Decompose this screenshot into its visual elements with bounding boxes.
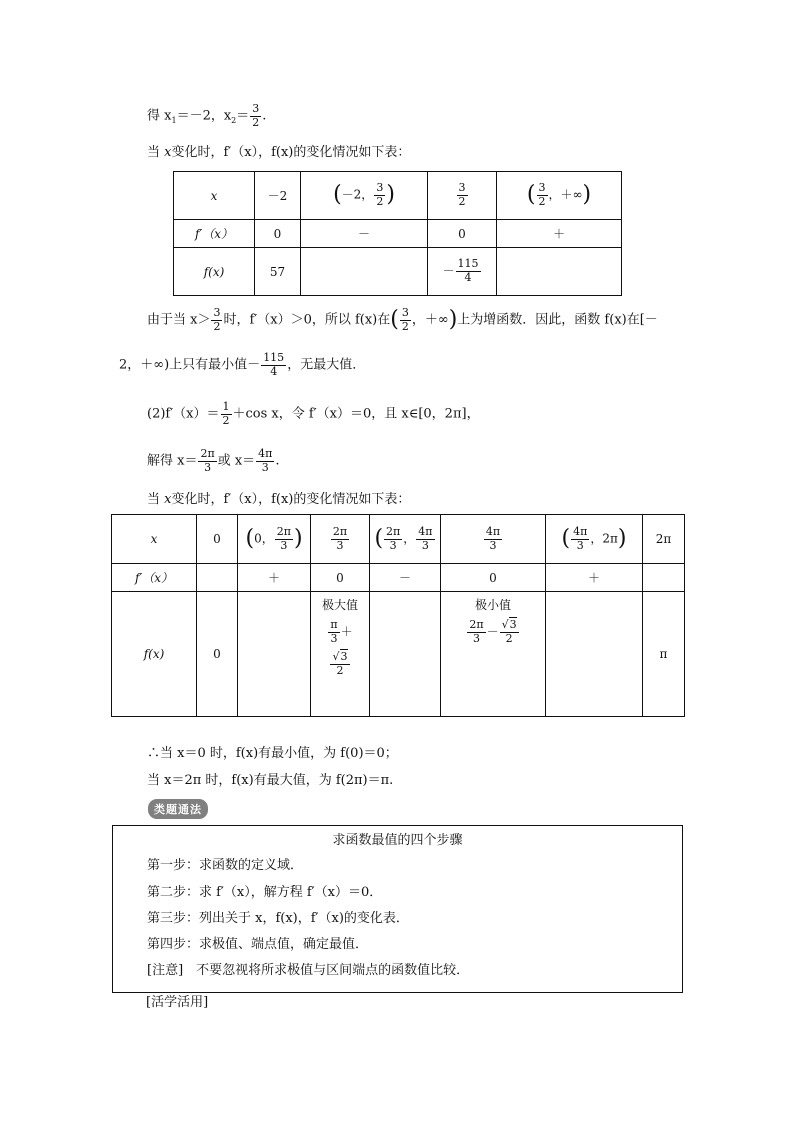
table-cell bbox=[301, 172, 428, 220]
table-cell bbox=[546, 515, 643, 564]
table-cell: f(x) bbox=[112, 592, 197, 717]
variable: x bbox=[164, 492, 172, 507]
paren: ( bbox=[526, 182, 536, 208]
numerator: 4π bbox=[573, 524, 588, 538]
fraction bbox=[456, 258, 481, 284]
denominator: 2 bbox=[222, 413, 230, 427]
table-row bbox=[112, 564, 685, 592]
numerator: 115 bbox=[263, 351, 285, 364]
text: 当 bbox=[147, 492, 165, 507]
fraction bbox=[500, 619, 519, 645]
table-cell: x bbox=[112, 515, 197, 564]
text: 解得 x＝ bbox=[147, 453, 198, 469]
denominator: 3 bbox=[576, 538, 584, 552]
denominator: 4 bbox=[270, 364, 278, 378]
text: ＝－2，x bbox=[176, 108, 232, 124]
numerator: π bbox=[330, 618, 338, 631]
table-cell bbox=[441, 515, 546, 564]
table-cell bbox=[238, 592, 311, 717]
table-cell: ＋ bbox=[497, 220, 622, 248]
text: ，2π bbox=[590, 531, 618, 546]
min-conclusion: ∴当 x＝0 时，f(x)有最小值，为 f(0)＝0； bbox=[147, 746, 398, 761]
numerator: 115 bbox=[457, 257, 479, 271]
numerator: 4π bbox=[418, 524, 433, 538]
fraction bbox=[537, 182, 548, 208]
radicand: 3 bbox=[509, 618, 517, 631]
numerator: 1 bbox=[222, 400, 230, 413]
table-row bbox=[174, 220, 622, 248]
note: [注意] 不要忽视将所求极值与区间端点的函数值比较． bbox=[147, 963, 470, 978]
step-4: 第四步：求极值、端点值，确定最值． bbox=[147, 937, 369, 952]
denominator: 2 bbox=[336, 663, 344, 677]
fraction bbox=[198, 448, 216, 474]
table-cell bbox=[546, 592, 643, 717]
table-cell: 0 bbox=[197, 515, 238, 564]
denominator: 3 bbox=[261, 460, 269, 474]
numerator: 2π bbox=[276, 524, 291, 538]
subscript: 1 bbox=[171, 116, 177, 126]
numerator: 3 bbox=[252, 102, 260, 115]
subscript: 2 bbox=[231, 116, 237, 126]
denominator: 2 bbox=[505, 631, 513, 645]
paren: ) bbox=[386, 182, 395, 208]
denominator: 3 bbox=[389, 538, 397, 552]
table-cell bbox=[370, 592, 441, 717]
numerator: 2π bbox=[200, 447, 215, 460]
table-cell: 0 bbox=[197, 592, 238, 717]
fraction bbox=[328, 619, 339, 645]
paren: ( bbox=[245, 526, 255, 551]
fraction bbox=[275, 526, 293, 552]
denominator: 2 bbox=[376, 195, 384, 208]
radicand: 3 bbox=[340, 650, 348, 664]
variation-table-2 bbox=[111, 514, 685, 717]
denominator: 2 bbox=[538, 195, 546, 208]
numerator: 3 bbox=[458, 181, 466, 195]
fraction bbox=[221, 401, 232, 427]
fraction bbox=[384, 526, 402, 552]
step-3: 第三步：列出关于 x，f(x)，f′（x)的变化表． bbox=[147, 911, 409, 926]
table-cell: ＋ bbox=[238, 564, 311, 592]
table-cell: 0 bbox=[441, 564, 546, 592]
text: 时，f′（x）＞0，所以 f(x)在 bbox=[223, 312, 391, 328]
text: ＋cos x，令 f′（x）＝0，且 x∈[0，2π]， bbox=[232, 406, 480, 422]
table-row bbox=[174, 172, 622, 220]
fraction bbox=[484, 526, 502, 552]
fraction bbox=[250, 103, 261, 129]
practice-heading: [活学活用] bbox=[146, 995, 209, 1010]
text: 变化时，f′（x），f(x)的变化情况如下表： bbox=[171, 145, 411, 160]
numerator: 3 bbox=[401, 306, 409, 319]
paren: ( bbox=[390, 307, 399, 333]
section-tag: 类题通法 bbox=[148, 799, 208, 819]
table-cell: 0 bbox=[311, 564, 370, 592]
text: . bbox=[275, 453, 280, 469]
text: 变化时，f′（x），f(x)的变化情况如下表： bbox=[171, 492, 411, 507]
table-cell-local-max bbox=[311, 592, 370, 717]
table-cell bbox=[428, 172, 497, 220]
denominator: 3 bbox=[330, 631, 338, 645]
numerator: 2π bbox=[332, 524, 348, 538]
table-cell: 2π bbox=[643, 515, 685, 564]
fraction bbox=[330, 651, 349, 677]
table-cell: －2 bbox=[255, 172, 301, 220]
fraction bbox=[457, 182, 468, 208]
table-cell: x bbox=[174, 172, 255, 220]
table-row bbox=[112, 592, 685, 717]
method-box bbox=[112, 825, 683, 993]
table-cell: π bbox=[643, 592, 685, 717]
text: － bbox=[486, 624, 499, 639]
denominator: 3 bbox=[280, 538, 288, 552]
paren: ( bbox=[333, 182, 342, 208]
fraction bbox=[261, 352, 286, 378]
fraction bbox=[256, 448, 274, 474]
table-cell bbox=[197, 564, 238, 592]
fraction bbox=[374, 182, 385, 208]
denominator: 4 bbox=[464, 271, 472, 284]
numerator: 3 bbox=[213, 306, 221, 319]
text: ，＋∞ bbox=[548, 188, 583, 202]
table-cell bbox=[238, 515, 311, 564]
table-cell-local-min bbox=[441, 592, 546, 717]
text: 2，＋∞)上只有最小值－ bbox=[119, 357, 261, 373]
denominator: 2 bbox=[401, 319, 409, 333]
method-title: 求函数最值的四个步骤 bbox=[332, 833, 463, 848]
table2-intro bbox=[147, 493, 410, 506]
numerator: 3 bbox=[538, 181, 546, 195]
max-value bbox=[311, 619, 369, 645]
table-row bbox=[112, 515, 685, 564]
text: 由于当 x＞ bbox=[147, 312, 211, 328]
text: ＋ bbox=[340, 624, 353, 639]
text: (2)f′（x）＝ bbox=[147, 406, 220, 422]
table-cell bbox=[643, 564, 685, 592]
denominator: 2 bbox=[458, 195, 466, 208]
table-cell: 57 bbox=[255, 248, 301, 296]
numerator: √3 bbox=[501, 618, 517, 631]
numerator: 4π bbox=[485, 524, 501, 538]
table1-intro bbox=[147, 146, 410, 159]
text: . bbox=[262, 108, 267, 124]
step-1: 第一步：求函数的定义域． bbox=[147, 858, 304, 873]
denominator: 3 bbox=[336, 538, 344, 552]
solution-line-1 bbox=[147, 103, 266, 129]
paren: ) bbox=[293, 526, 303, 551]
min-value bbox=[441, 619, 545, 645]
denominator: 3 bbox=[204, 460, 212, 474]
numerator: 4π bbox=[258, 447, 273, 460]
paren: ) bbox=[448, 307, 458, 333]
denominator: 3 bbox=[421, 538, 429, 552]
fraction bbox=[331, 526, 349, 552]
denominator: 2 bbox=[252, 115, 260, 129]
text: 或 x＝ bbox=[217, 453, 256, 469]
text: － bbox=[442, 264, 455, 278]
table-cell: ＋ bbox=[546, 564, 643, 592]
text: 当 bbox=[147, 145, 165, 160]
part2-solutions bbox=[147, 448, 280, 474]
text: ，＋∞ bbox=[411, 312, 449, 328]
text: 得 x bbox=[147, 108, 172, 124]
table-cell: f′（x） bbox=[112, 564, 197, 592]
max-conclusion: 当 x＝2π 时，f(x)有最大值，为 f(2π)＝π. bbox=[147, 773, 394, 788]
numerator: √3 bbox=[332, 650, 348, 664]
step-2: 第二步：求 f′（x），解方程 f′（x）＝0． bbox=[147, 885, 383, 900]
local-max-label: 极大值 bbox=[321, 598, 358, 612]
table-cell: － bbox=[370, 564, 441, 592]
table-cell: 0 bbox=[428, 220, 497, 248]
fraction bbox=[211, 307, 222, 333]
conclusion-line-1 bbox=[147, 307, 658, 333]
paren: ( bbox=[374, 526, 384, 551]
variable: x bbox=[164, 145, 172, 160]
local-min-label: 极小值 bbox=[474, 598, 511, 612]
denominator: 3 bbox=[472, 631, 480, 645]
text: －2， bbox=[341, 188, 374, 202]
table-cell bbox=[497, 172, 622, 220]
conclusion-line-2 bbox=[119, 352, 365, 378]
text: ，无最大值． bbox=[287, 357, 366, 373]
table-cell: f′（x） bbox=[174, 220, 255, 248]
text: 0， bbox=[254, 531, 274, 546]
max-value-part2 bbox=[311, 651, 369, 677]
denominator: 2 bbox=[213, 319, 221, 333]
fraction bbox=[571, 526, 589, 552]
table-cell: f(x) bbox=[174, 248, 255, 296]
fraction bbox=[467, 619, 485, 645]
table-cell bbox=[428, 248, 497, 296]
table-row bbox=[174, 248, 622, 296]
table-cell: 0 bbox=[255, 220, 301, 248]
fraction bbox=[416, 526, 434, 552]
text: ＝ bbox=[236, 108, 250, 124]
variation-table-1 bbox=[173, 171, 622, 296]
numerator: 2π bbox=[386, 524, 401, 538]
table-cell: － bbox=[301, 220, 428, 248]
text: 上为增函数．因此，函数 f(x)在[－ bbox=[457, 312, 658, 328]
table-cell: ( $\frac{2\pi}{3}$ ， $\frac{4\pi}{3}$ bbox=[370, 515, 441, 564]
numerator: 2π bbox=[469, 618, 484, 631]
table-cell bbox=[301, 248, 428, 296]
paren: ( bbox=[561, 526, 571, 551]
paren: ) bbox=[582, 182, 592, 208]
paren: ) bbox=[617, 526, 627, 551]
table-cell bbox=[311, 515, 370, 564]
numerator: 3 bbox=[376, 181, 384, 195]
table-cell bbox=[497, 248, 622, 296]
fraction bbox=[400, 307, 411, 333]
part2-derivative bbox=[147, 401, 480, 427]
denominator: 3 bbox=[489, 538, 497, 552]
